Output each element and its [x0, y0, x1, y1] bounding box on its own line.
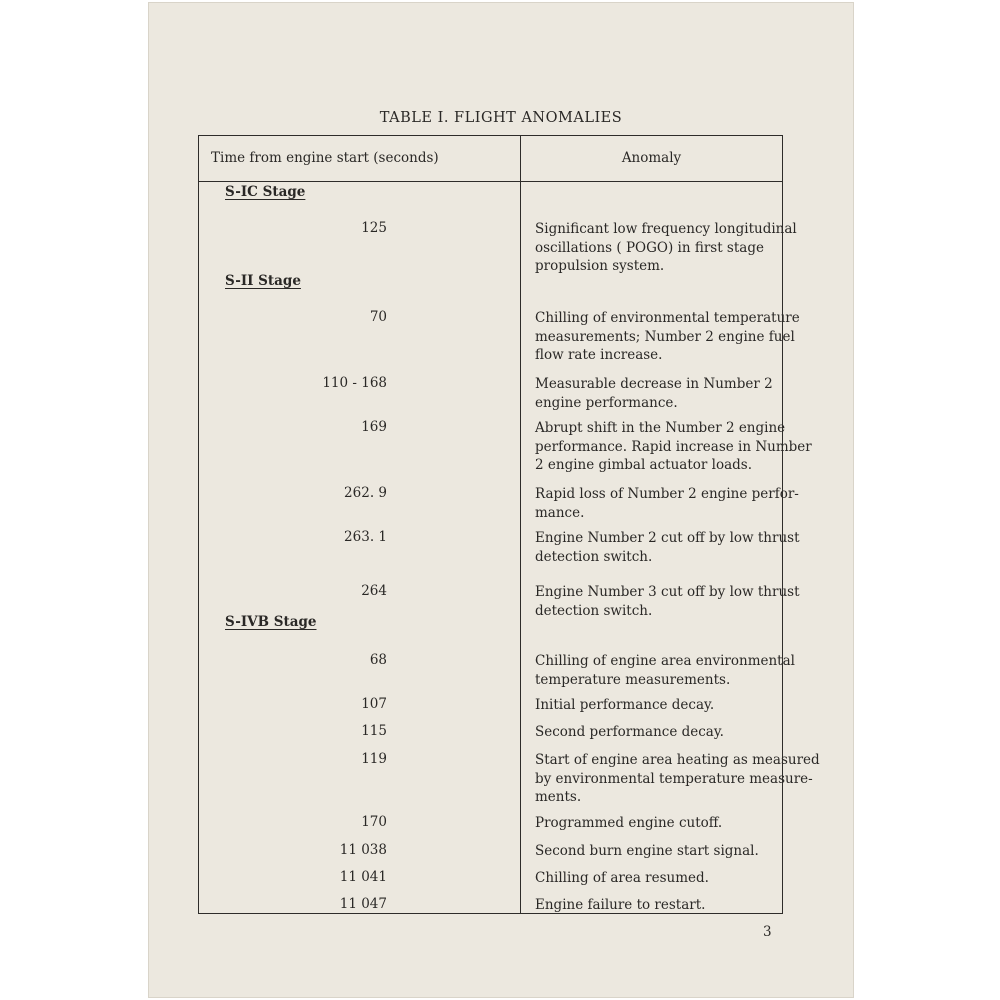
anomalies-table [198, 135, 820, 914]
time-cell: 170 [361, 814, 387, 830]
anomaly-cell: Second performance decay. [535, 724, 724, 740]
time-cell: 107 [361, 696, 387, 712]
table-title: TABLE I. FLIGHT ANOMALIES [379, 110, 623, 126]
time-cell: 11 041 [339, 869, 387, 885]
anomaly-cell: Significant low frequency longitudinal oscillations ( POGO) in first stage propulsion system. [535, 221, 797, 274]
time-cell: 264 [361, 583, 387, 599]
time-cell: 70 [369, 309, 387, 325]
header-time: Time from engine start (seconds) [211, 150, 439, 166]
document-page [148, 2, 854, 998]
header-divider [199, 181, 782, 182]
time-cell: 68 [369, 652, 387, 668]
header-anomaly: Anomaly [621, 150, 682, 166]
stage-label-s-ic: S-IC Stage [225, 184, 306, 200]
anomaly-cell: Engine failure to restart. [535, 897, 706, 913]
anomaly-cell: Abrupt shift in the Number 2 engine performance. Rapid increase in Number 2 engine gimbal actuator loads. [535, 420, 812, 473]
anomaly-cell: Chilling of environmental temperature measurements; Number 2 engine fuel flow rate increase. [535, 310, 800, 363]
anomaly-cell: Initial performance decay. [535, 697, 715, 713]
anomaly-cell: Programmed engine cutoff. [535, 815, 723, 831]
stage-label-s-ii: S-II Stage [225, 273, 301, 289]
time-cell: 125 [361, 220, 387, 236]
page-number: 3 [763, 924, 772, 940]
anomaly-cell: Engine Number 3 cut off by low thrust detection switch. [535, 584, 800, 619]
time-cell: 119 [361, 751, 387, 767]
anomaly-cell: Measurable decrease in Number 2 engine performance. [535, 376, 773, 411]
anomaly-cell: Start of engine area heating as measured by environmental temperature measure- ments. [535, 752, 820, 805]
time-cell: 110 - 168 [322, 375, 387, 391]
time-cell: 11 047 [339, 896, 387, 912]
anomaly-cell: Chilling of area resumed. [535, 870, 709, 886]
anomaly-cell: Engine Number 2 cut off by low thrust detection switch. [535, 530, 800, 565]
anomaly-cell: Second burn engine start signal. [535, 843, 759, 859]
time-cell: 169 [361, 419, 387, 435]
time-cell: 115 [361, 723, 387, 739]
time-cell: 262. 9 [344, 485, 387, 501]
time-cell: 263. 1 [344, 529, 387, 545]
column-divider [520, 136, 521, 913]
stage-label-s-ivb: S-IVB Stage [225, 614, 317, 630]
time-cell: 11 038 [339, 842, 387, 858]
anomaly-cell: Chilling of engine area environmental temperature measurements. [535, 653, 795, 688]
anomaly-cell: Rapid loss of Number 2 engine perfor- mance. [535, 486, 799, 521]
